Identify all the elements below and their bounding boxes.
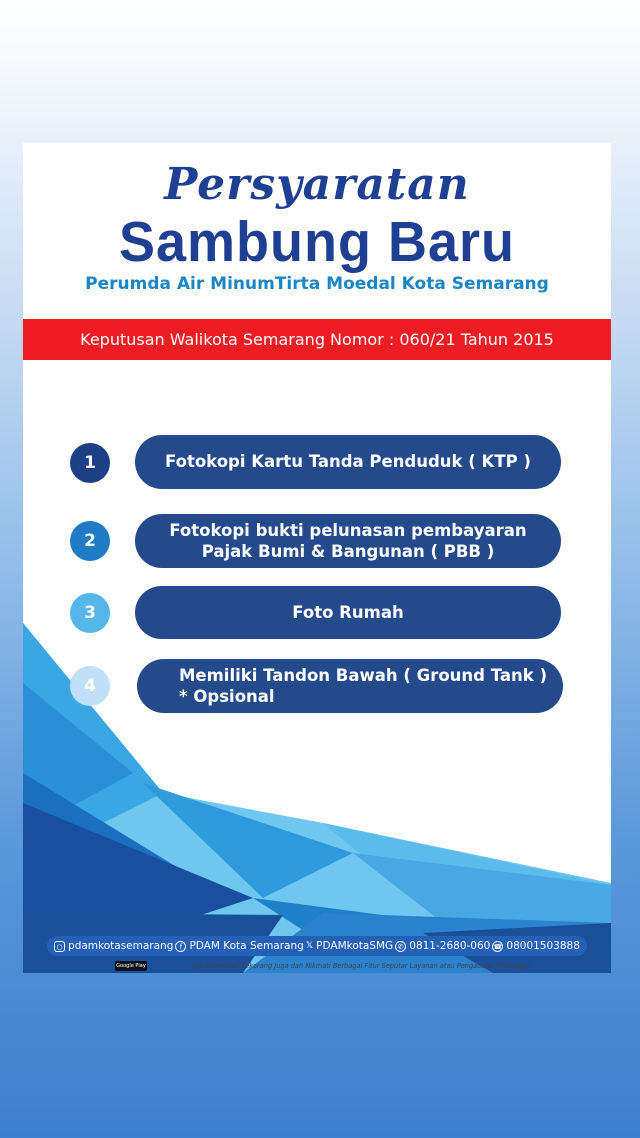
requirement-number-1: 1 (70, 443, 110, 483)
requirement-text-2a: Fotokopi bukti pelunasan pembayaran (169, 520, 527, 540)
poster (23, 143, 611, 973)
x-icon: 𝕏 (305, 941, 314, 951)
callcenter-number: 08001503888 (506, 940, 580, 952)
requirement-item-4 (137, 659, 563, 713)
whatsapp-icon: ✆ (395, 941, 406, 952)
google-play-badge[interactable]: Google Play (116, 963, 146, 969)
requirement-text-4a: Memiliki Tandon Bawah ( Ground Tank ) (179, 665, 547, 685)
requirement-text-3: Foto Rumah (292, 602, 404, 622)
facebook-contact[interactable] (175, 940, 303, 952)
instagram-contact[interactable] (54, 940, 173, 952)
requirement-item-2 (135, 514, 561, 568)
requirement-text-2b: Pajak Bumi & Bangunan ( PBB ) (201, 542, 495, 561)
whatsapp-contact[interactable] (395, 940, 490, 952)
requirement-number-4: 4 (70, 666, 110, 706)
twitter-handle: PDAMkotaSMG (316, 940, 394, 952)
requirement-text-4b: * Opsional (179, 687, 275, 706)
siagan-logo: SI AGAN (153, 962, 186, 970)
contact-bar (47, 936, 587, 956)
instagram-handle: pdamkotasemarang (68, 940, 174, 952)
title-script: Persyaratan (164, 159, 470, 210)
facebook-icon: f (175, 941, 186, 952)
download-note-text: Ayo Download Sekarang Juga dan Nikmati Berbagai Fitur Seputar Layanan atau Pengaduan Pelanggan (191, 962, 531, 970)
callcenter-contact[interactable] (492, 940, 580, 952)
app-download-note (115, 960, 595, 972)
requirement-item-3 (135, 586, 561, 639)
requirement-item-1 (135, 435, 561, 489)
subtitle: Perumda Air MinumTirta Moedal Kota Semarang (85, 274, 549, 294)
twitter-contact[interactable] (306, 940, 393, 952)
whatsapp-number: 0811-2680-060 (409, 940, 491, 952)
instagram-icon: ○ (54, 941, 65, 952)
requirement-number-2: 2 (70, 521, 110, 561)
facebook-handle: PDAM Kota Semarang (189, 940, 304, 952)
requirement-text-1: Fotokopi Kartu Tanda Penduduk ( KTP ) (165, 452, 531, 472)
requirement-number-3: 3 (70, 593, 110, 633)
title-main: Sambung Baru (118, 210, 516, 274)
callcenter-icon: ☎ (493, 942, 503, 951)
decree-banner: Keputusan Walikota Semarang Nomor : 060/21 Tahun 2015 (23, 319, 611, 360)
